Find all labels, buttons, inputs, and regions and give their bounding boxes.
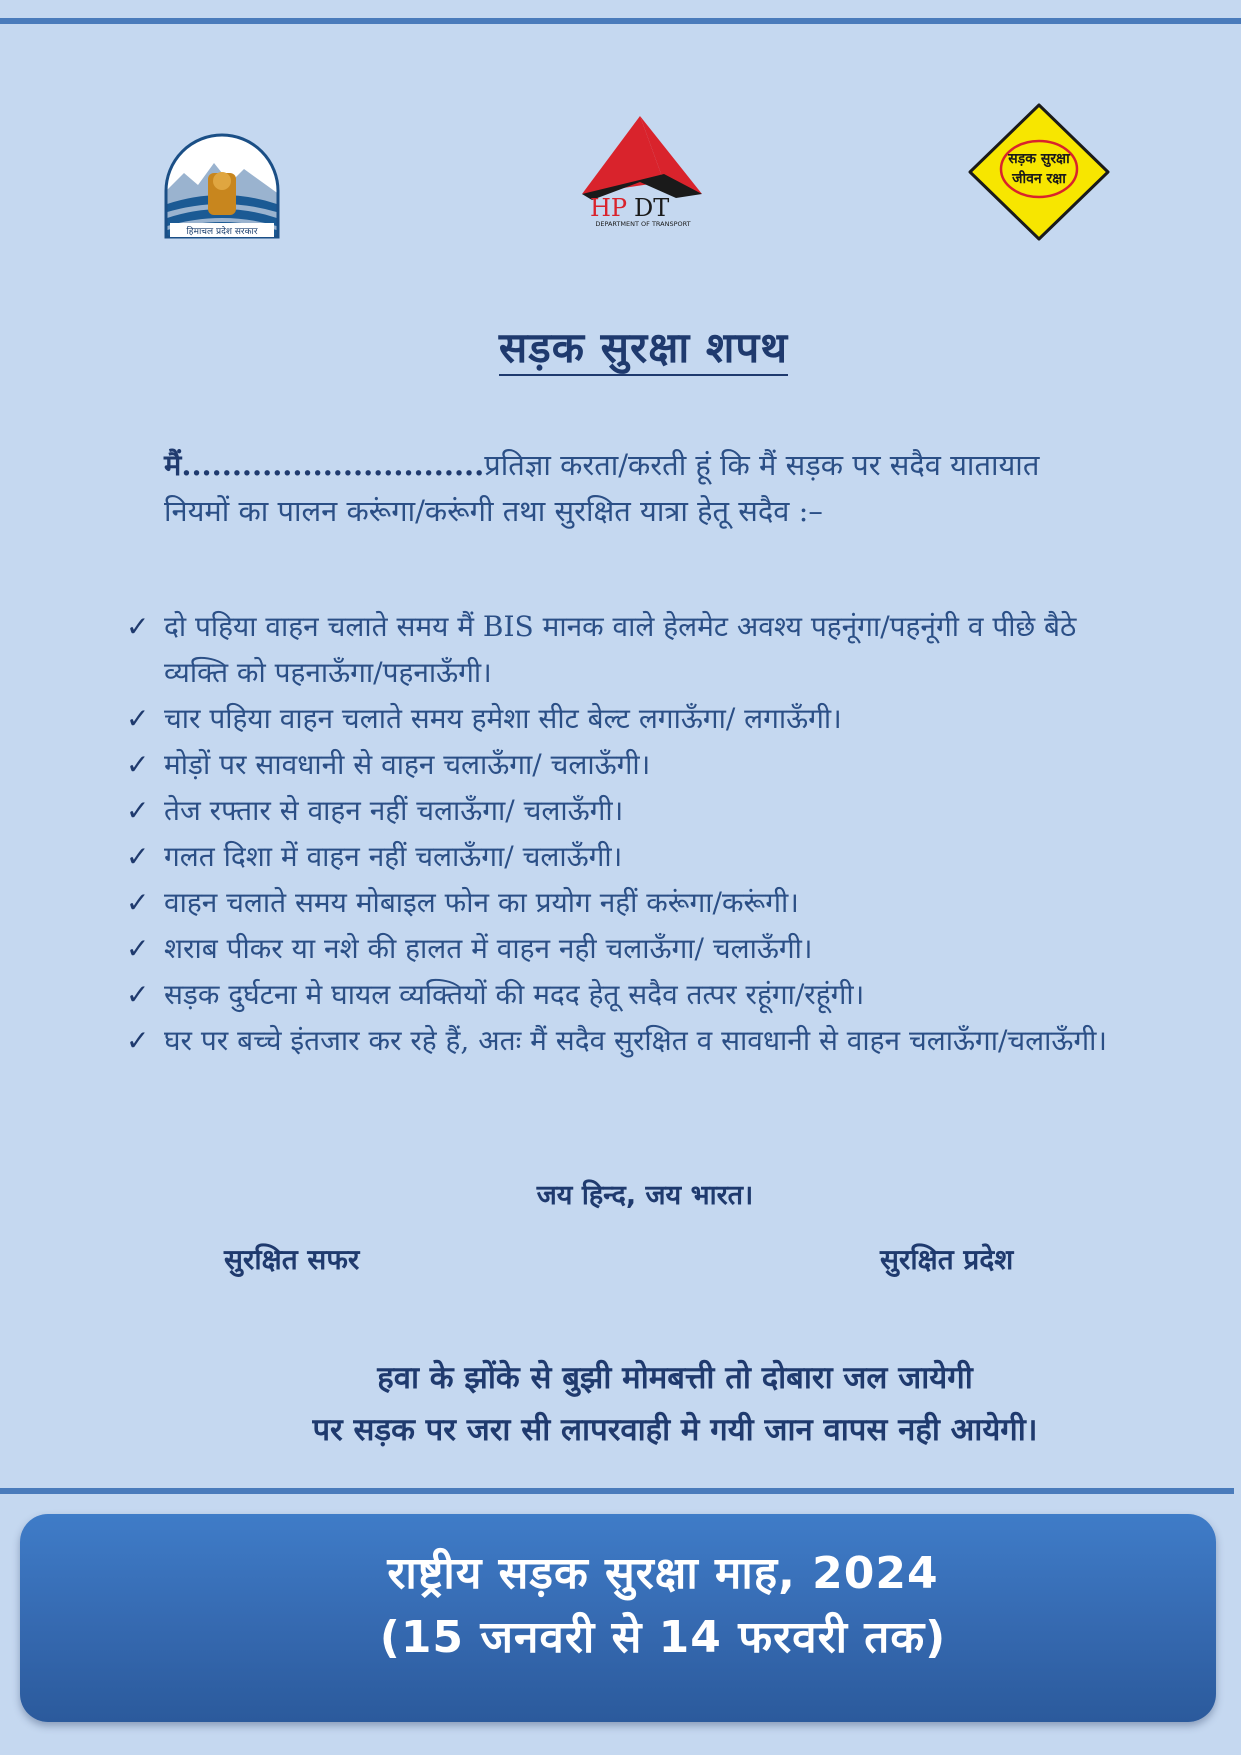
emblem-caption: हिमाचल प्रदेश सरकार <box>186 227 258 237</box>
closing-salutation: जय हिन्द, जय भारत। <box>536 1180 754 1211</box>
checkmark-icon: ✓ <box>126 702 150 735</box>
checkmark-icon: ✓ <box>126 932 150 965</box>
hpdt-caption: DEPARTMENT OF TRANSPORT <box>595 220 691 228</box>
footer-banner <box>20 1514 1216 1722</box>
couplet <box>220 1352 1130 1456</box>
hpdt-logo <box>580 112 706 230</box>
pledge-text: वाहन चलाते समय मोबाइल फोन का प्रयोग नहीं करूंगा/करूंगी। <box>164 886 799 919</box>
oath-intro <box>164 442 1084 534</box>
pledge-item <box>126 604 1136 696</box>
slogan-safe-journey: सुरक्षित सफर <box>224 1243 360 1276</box>
couplet-line-2: पर सड़क पर जरा सी लापरवाही मे गयी जान वापस नही आयेगी। <box>312 1412 1038 1448</box>
oath-intro-text: प्रतिज्ञा करता/करती हूं कि मैं सड़क पर सदैव यातायात नियमों का पालन करूंगा/करूंगी तथा सुरक्षित यात्रा हेतू सदैव :– <box>164 448 1040 528</box>
pledge-item <box>126 926 1136 972</box>
himachal-emblem-logo <box>164 133 280 241</box>
pledge-text: घर पर बच्चे इंतजार कर रहे हैं, अतः मैं सदैव सुरक्षित व सावधानी से वाहन चलाऊँगा/चलाऊँगी। <box>164 1024 1108 1057</box>
hpdt-dt-text: DT <box>634 194 670 222</box>
sign-line2: जीवन रक्षा <box>1012 171 1066 187</box>
checkmark-icon: ✓ <box>126 840 150 873</box>
pledge-item <box>126 696 1136 742</box>
pledge-item <box>126 972 1136 1018</box>
pledge-item <box>126 880 1136 926</box>
couplet-line-1: हवा के झोंके से बुझी मोमबत्ती तो दोबारा जल जायेगी <box>377 1360 973 1396</box>
checkmark-icon: ✓ <box>126 978 150 1011</box>
checkmark-icon: ✓ <box>126 794 150 827</box>
checkmark-icon: ✓ <box>126 748 150 781</box>
pledge-text: गलत दिशा में वाहन नहीं चलाऊँगा/ चलाऊँगी। <box>164 840 623 873</box>
top-rule <box>0 18 1241 24</box>
pledge-text: शराब पीकर या नशे की हालत में वाहन नही चलाऊँगा/ चलाऊँगी। <box>164 932 813 965</box>
banner-title: राष्ट्रीय सड़क सुरक्षा माह, 2024 <box>387 1548 939 1599</box>
pledge-text: मोड़ों पर सावधानी से वाहन चलाऊँगा/ चलाऊँगी। <box>164 748 651 781</box>
sign-line1: सड़क सुरक्षा <box>1008 151 1070 167</box>
pledge-text: दो पहिया वाहन चलाते समय मैं BIS मानक वाले हेलमेट अवश्य पहनूंगा/पहनूंगी व पीछे बैठे व्यक्ति को पहनाऊँगा/पहनाऊँगी। <box>164 610 1077 689</box>
pledge-item <box>126 1018 1136 1064</box>
page-title-text: सड़क सुरक्षा शपथ <box>499 323 788 376</box>
hpdt-hp-text: HP <box>590 194 628 222</box>
pledge-text: सड़क दुर्घटना मे घायल व्यक्तियों की मदद हेतू सदैव तत्पर रहूंगा/रहूंगी। <box>164 978 865 1011</box>
slogan-safe-state: सुरक्षित प्रदेश <box>880 1243 1014 1276</box>
checkmark-icon: ✓ <box>126 886 150 919</box>
pledge-text: चार पहिया वाहन चलाते समय हमेशा सीट बेल्ट लगाऊँगा/ लगाऊँगी। <box>164 702 842 735</box>
pledge-list <box>126 604 1136 1064</box>
bottom-rule <box>0 1488 1234 1494</box>
pledge-item <box>126 742 1136 788</box>
banner-dates: (15 जनवरी से 14 फरवरी तक) <box>379 1612 947 1663</box>
road-safety-sign-logo <box>968 103 1110 241</box>
pledge-item <box>126 834 1136 880</box>
checkmark-icon: ✓ <box>126 1024 150 1057</box>
pledge-item <box>126 788 1136 834</box>
page-title <box>0 318 1241 375</box>
pledge-text: तेज रफ्तार से वाहन नहीं चलाऊँगा/ चलाऊँगी। <box>164 794 624 827</box>
checkmark-icon: ✓ <box>126 610 150 643</box>
oath-intro-lead: मैं.............................. <box>164 448 485 482</box>
